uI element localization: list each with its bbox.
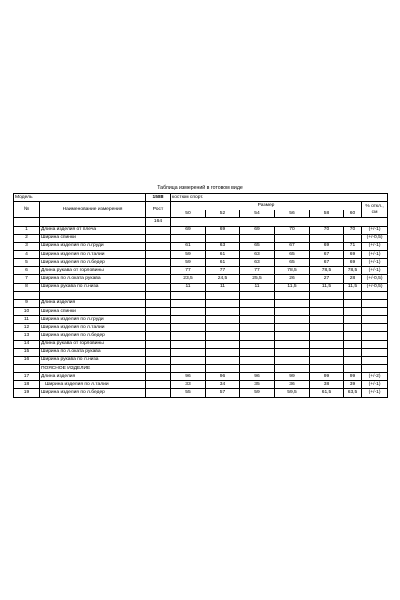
row-number: 2 — [14, 234, 40, 242]
measurement-name: Ширина изделия по л.талии — [40, 324, 146, 332]
measurement-name: Длина изделия от плеча — [40, 226, 146, 234]
size-value — [171, 234, 206, 242]
size-value — [275, 307, 310, 315]
measurement-name: Ширина изделия по л.груди — [40, 242, 146, 250]
size-value: 25,5 — [240, 275, 275, 283]
height-row — [14, 218, 388, 226]
tolerance-value: (+/-0,5) — [362, 275, 388, 283]
size-value — [275, 299, 310, 307]
table-row — [14, 381, 388, 389]
size-value: 38 — [310, 381, 344, 389]
tolerance-value — [362, 332, 388, 340]
size-value: 33 — [171, 381, 206, 389]
tolerance-value: (+/-1) — [362, 242, 388, 250]
row-number — [14, 364, 40, 372]
size-value — [240, 307, 275, 315]
size-value — [240, 364, 275, 372]
table-row — [14, 389, 388, 397]
size-header-58: 58 — [310, 210, 344, 218]
size-value — [206, 324, 240, 332]
model-row — [14, 194, 388, 202]
size-value — [344, 356, 362, 364]
size-value: 67 — [310, 259, 344, 267]
row-number: 3 — [14, 242, 40, 250]
row-number: 18 — [14, 381, 40, 389]
height-cell — [146, 275, 171, 283]
size-value — [206, 332, 240, 340]
size-value — [206, 234, 240, 242]
height-cell — [146, 332, 171, 340]
size-value — [171, 356, 206, 364]
size-header-56: 56 — [275, 210, 310, 218]
tolerance-value — [362, 291, 388, 299]
size-group-header: Размер — [171, 202, 362, 210]
row-number: 4 — [14, 250, 40, 258]
row-number: 9 — [14, 299, 40, 307]
size-value — [344, 307, 362, 315]
row-number: 8 — [14, 283, 40, 291]
height-cell — [146, 324, 171, 332]
height-cell — [146, 316, 171, 324]
size-value — [310, 340, 344, 348]
measurement-name: Ширина рукава по л.низа — [40, 356, 146, 364]
height-cell — [146, 389, 171, 397]
table-row — [14, 291, 388, 299]
size-value: 27 — [310, 275, 344, 283]
row-number: 10 — [14, 307, 40, 315]
measurement-name: Ширина изделия по л.талии — [40, 381, 146, 389]
height-cell — [146, 259, 171, 267]
size-value — [171, 307, 206, 315]
size-value — [206, 356, 240, 364]
size-value — [171, 291, 206, 299]
size-value — [171, 364, 206, 372]
size-value: 77 — [206, 267, 240, 275]
size-value: 78,5 — [310, 267, 344, 275]
size-value — [310, 324, 344, 332]
height-cell — [146, 234, 171, 242]
size-value: 65 — [275, 250, 310, 258]
size-value: 11,5 — [344, 283, 362, 291]
size-value — [344, 364, 362, 372]
tolerance-value — [362, 299, 388, 307]
size-value: 63,5 — [344, 389, 362, 397]
size-value: 70 — [310, 226, 344, 234]
measurement-name: Ширина рукава по л.низа — [40, 283, 146, 291]
size-value: 78,5 — [275, 267, 310, 275]
size-value — [344, 332, 362, 340]
tolerance-value — [362, 340, 388, 348]
row-number: 11 — [14, 316, 40, 324]
size-value: 69 — [206, 226, 240, 234]
measurement-name: Длина изделия — [40, 373, 146, 381]
size-value — [275, 364, 310, 372]
size-value — [344, 291, 362, 299]
size-value — [344, 324, 362, 332]
height-cell — [146, 242, 171, 250]
size-value — [275, 316, 310, 324]
model-label: Модель — [14, 194, 146, 202]
size-value: 36 — [275, 381, 310, 389]
size-header-52: 52 — [206, 210, 240, 218]
size-value — [206, 299, 240, 307]
model-number: 1588 — [146, 194, 171, 202]
height-cell — [146, 348, 171, 356]
row-number: 1 — [14, 226, 40, 234]
measurement-name: ПОЯСНОЕ ИЗДЕЛИЕ — [40, 364, 146, 372]
table-row — [14, 356, 388, 364]
measurement-table — [13, 193, 388, 398]
size-value — [240, 340, 275, 348]
tolerance-value: (+/-2) — [362, 373, 388, 381]
size-value — [206, 291, 240, 299]
row-number — [14, 291, 40, 299]
model-name: костюм спорт. — [171, 194, 388, 202]
size-value — [240, 332, 275, 340]
tolerance-value: (+/-1) — [362, 389, 388, 397]
height-cell — [146, 340, 171, 348]
measurement-name: Ширина изделия по л.бедер — [40, 332, 146, 340]
size-value — [275, 291, 310, 299]
height-cell — [146, 381, 171, 389]
col-num-header: № — [14, 202, 40, 218]
size-value: 61 — [171, 242, 206, 250]
size-value: 96 — [240, 373, 275, 381]
height-cell — [146, 291, 171, 299]
row-number: 14 — [14, 340, 40, 348]
height-cell — [146, 307, 171, 315]
size-value — [206, 348, 240, 356]
size-value — [240, 356, 275, 364]
size-header-50: 50 — [171, 210, 206, 218]
size-value: 78,5 — [344, 267, 362, 275]
measurement-name — [40, 291, 146, 299]
size-value — [275, 356, 310, 364]
height-cell — [146, 250, 171, 258]
tolerance-value — [362, 324, 388, 332]
size-value: 59,5 — [275, 389, 310, 397]
size-value — [171, 332, 206, 340]
tolerance-value — [362, 348, 388, 356]
size-value: 35 — [240, 381, 275, 389]
size-value: 65 — [240, 242, 275, 250]
table-title: Таблица измерений в готовом виде — [157, 185, 243, 191]
size-value: 24,5 — [206, 275, 240, 283]
size-value — [310, 356, 344, 364]
size-value: 77 — [240, 267, 275, 275]
table-row — [14, 307, 388, 315]
height-cell — [146, 267, 171, 275]
size-value — [171, 316, 206, 324]
size-value: 69 — [171, 226, 206, 234]
size-value: 11,5 — [275, 283, 310, 291]
table-row — [14, 348, 388, 356]
size-value: 69 — [310, 242, 344, 250]
size-value: 63 — [206, 242, 240, 250]
size-value — [275, 234, 310, 242]
size-value: 61 — [206, 250, 240, 258]
table-row — [14, 332, 388, 340]
col-name-header: Наименование измерения — [40, 202, 146, 218]
table-row — [14, 234, 388, 242]
measurement-name: Ширина спинки — [40, 307, 146, 315]
size-value — [310, 316, 344, 324]
size-value: 11 — [240, 283, 275, 291]
size-value: 11 — [171, 283, 206, 291]
measurement-name: Ширина изделия по л.бедер — [40, 389, 146, 397]
table-row — [14, 267, 388, 275]
size-value: 11 — [206, 283, 240, 291]
measurement-name: Ширина по л.оката рукава — [40, 275, 146, 283]
table-row — [14, 364, 388, 372]
size-value — [240, 299, 275, 307]
row-number: 6 — [14, 267, 40, 275]
measurement-name: Ширина спинки — [40, 234, 146, 242]
row-number: 19 — [14, 389, 40, 397]
measurement-name: Ширина по л.оката рукава — [40, 348, 146, 356]
tolerance-value: (+/-1) — [362, 381, 388, 389]
size-value — [344, 316, 362, 324]
table-row — [14, 275, 388, 283]
size-value: 61,5 — [310, 389, 344, 397]
size-value — [240, 316, 275, 324]
size-value — [275, 324, 310, 332]
size-value — [206, 307, 240, 315]
table-row — [14, 283, 388, 291]
tolerance-value: (+/-1) — [362, 267, 388, 275]
height-cell — [146, 283, 171, 291]
size-value: 23,5 — [171, 275, 206, 283]
table-row — [14, 316, 388, 324]
table-row — [14, 259, 388, 267]
tolerance-value — [362, 364, 388, 372]
col-height-header: Рост — [146, 202, 171, 218]
measurement-name: Длина рукава от горловины — [40, 267, 146, 275]
size-value: 55 — [171, 389, 206, 397]
row-number: 12 — [14, 324, 40, 332]
size-value — [240, 348, 275, 356]
size-value — [275, 340, 310, 348]
height-value: 164 — [146, 218, 171, 226]
tolerance-value — [362, 307, 388, 315]
size-value: 61 — [206, 259, 240, 267]
table-row — [14, 226, 388, 234]
size-value — [344, 234, 362, 242]
row-number: 7 — [14, 275, 40, 283]
size-value — [171, 299, 206, 307]
size-value — [310, 291, 344, 299]
table-row — [14, 242, 388, 250]
row-number: 13 — [14, 332, 40, 340]
size-value: 67 — [310, 250, 344, 258]
size-value: 28 — [344, 275, 362, 283]
tolerance-value — [362, 316, 388, 324]
table-row — [14, 250, 388, 258]
measurement-name: Длина изделия — [40, 299, 146, 307]
size-value — [171, 340, 206, 348]
tolerance-value: (+/-1) — [362, 259, 388, 267]
measurement-name: Длина рукава от горловины — [40, 340, 146, 348]
size-value: 71 — [344, 242, 362, 250]
size-value — [206, 340, 240, 348]
size-value: 65 — [275, 259, 310, 267]
size-value — [275, 332, 310, 340]
size-header-54: 54 — [240, 210, 275, 218]
size-value — [240, 234, 275, 242]
size-value — [310, 307, 344, 315]
size-value: 70 — [344, 226, 362, 234]
height-cell — [146, 226, 171, 234]
height-cell — [146, 299, 171, 307]
size-value: 59 — [240, 389, 275, 397]
size-value: 67 — [275, 242, 310, 250]
tolerance-value: (+/-1) — [362, 226, 388, 234]
size-value — [240, 324, 275, 332]
row-number: 17 — [14, 373, 40, 381]
size-value — [310, 364, 344, 372]
height-cell — [146, 373, 171, 381]
size-value — [310, 234, 344, 242]
height-cell — [146, 356, 171, 364]
size-value: 26 — [275, 275, 310, 283]
size-value: 96 — [171, 373, 206, 381]
size-value — [240, 291, 275, 299]
size-value — [344, 299, 362, 307]
tolerance-header: % откл., см — [362, 202, 388, 218]
header-row-1 — [14, 202, 388, 210]
tolerance-value: (+/-1) — [362, 250, 388, 258]
measurement-name: Ширина изделия по л.талии — [40, 250, 146, 258]
size-value: 63 — [240, 250, 275, 258]
tolerance-value: (+/-0,5) — [362, 234, 388, 242]
size-value: 57 — [206, 389, 240, 397]
height-cell — [146, 364, 171, 372]
size-value — [310, 299, 344, 307]
tolerance-value: (+/-0,5) — [362, 283, 388, 291]
measurement-name: Ширина изделия по л.груди — [40, 316, 146, 324]
size-value: 70 — [275, 226, 310, 234]
size-value: 99 — [275, 373, 310, 381]
table-row — [14, 299, 388, 307]
measurement-name: Ширина изделия по л.бедер — [40, 259, 146, 267]
size-value — [310, 332, 344, 340]
size-value: 11,5 — [310, 283, 344, 291]
size-value — [275, 348, 310, 356]
size-value — [171, 324, 206, 332]
size-value: 99 — [310, 373, 344, 381]
size-value: 59 — [171, 250, 206, 258]
size-value: 63 — [240, 259, 275, 267]
row-number: 5 — [14, 259, 40, 267]
size-value — [206, 364, 240, 372]
size-value — [310, 348, 344, 356]
size-value: 77 — [171, 267, 206, 275]
size-value: 59 — [171, 259, 206, 267]
size-value: 69 — [240, 226, 275, 234]
table-row — [14, 324, 388, 332]
size-value: 39 — [344, 381, 362, 389]
size-value: 69 — [344, 250, 362, 258]
table-row — [14, 373, 388, 381]
size-value: 34 — [206, 381, 240, 389]
size-value — [171, 348, 206, 356]
size-value — [344, 348, 362, 356]
tolerance-value — [362, 356, 388, 364]
size-value — [344, 340, 362, 348]
size-value: 99 — [344, 373, 362, 381]
size-value: 96 — [206, 373, 240, 381]
size-value: 69 — [344, 259, 362, 267]
row-number: 15 — [14, 348, 40, 356]
table-row — [14, 340, 388, 348]
row-number: 16 — [14, 356, 40, 364]
size-header-60: 60 — [344, 210, 362, 218]
size-value — [206, 316, 240, 324]
